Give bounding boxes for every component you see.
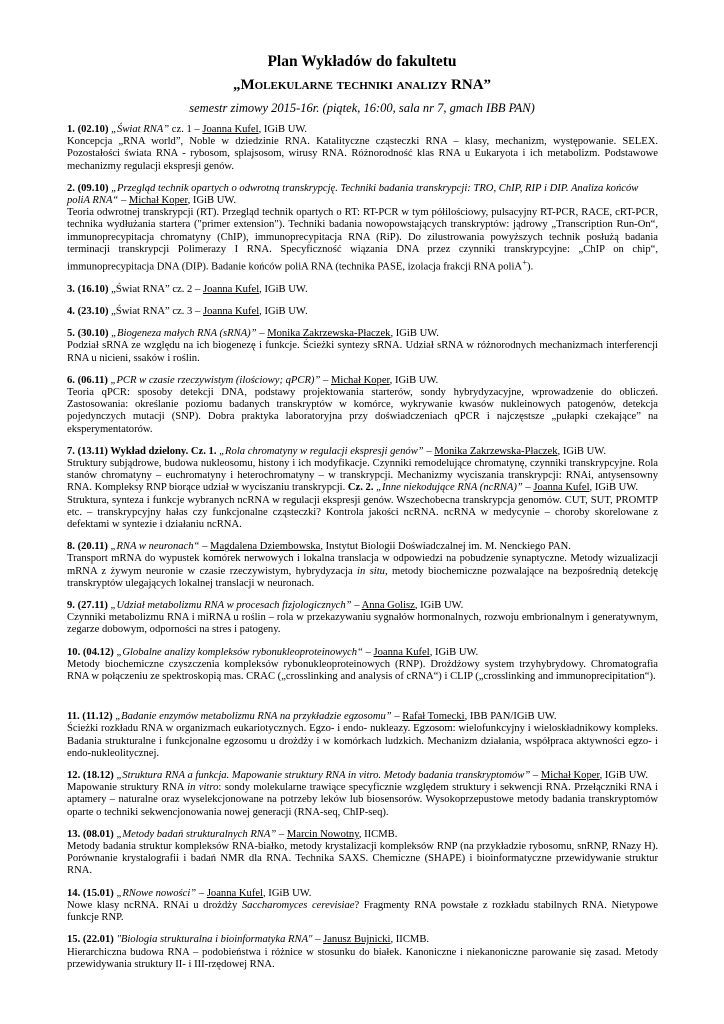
lecture-title: „RNA w neuronach“ <box>107 541 200 553</box>
lecture-description: Metody biochemiczne czyszczenia kompleksów rybonukleoproteinowych (RNP). Drożdżowy system trzyhybrydowy. Chromatografia RNA w połączeniu ze spektroskopią mas. CRAC („crosslinking and analysis of cRNA“) i CLIP („crosslinking and immunoprecipitation“). <box>67 658 658 683</box>
lecture-title: „Rola chromatyny w regulacji ekspresji genów” <box>216 445 424 457</box>
lecture-heading <box>67 600 658 612</box>
lecture-institution: , IGiB UW. <box>258 124 308 135</box>
lecture-institution: , IGiB UW. <box>263 887 312 899</box>
lecture-title: „Przegląd technik opartych o odwrotną transkrypcję. Techniki badania transkrypcji: TRO, ChIP, RIP i DIP. Analiza końców poliA RNA“ <box>67 182 639 207</box>
lecture-speaker: Joanna Kufel <box>202 305 260 317</box>
lecture-description-text: Mapowanie struktury RNA <box>67 782 188 794</box>
lecture-institution: , IICMB. <box>390 934 430 946</box>
lecture-description-text: ? Fragmenty RNA powstałe z rozkładu stabilnych RNA. Nietypowe funkcje RNP. <box>67 899 658 924</box>
lecture-sep: – <box>522 482 534 494</box>
lecture-sep: – <box>351 600 362 612</box>
document-subtitle <box>0 77 724 94</box>
lecture-speaker: Michał Koper <box>128 195 188 207</box>
lecture-description: Metody badania struktur kompleksów RNA-białko, metody krystalizacji kompleksów RNP (na przykładzie rybosomu, snRNP, RNazy H). Porównanie krystalografii i badań NMR dla RNA. Technika SAXS. Chemiczne (SHAPE) i bioinformatyczne przewidywanie struktur RNA. <box>67 841 658 877</box>
lecture-title: „Metody badań strukturalnych RNA” <box>113 828 277 840</box>
lecture-title: „Biogeneza małych RNA (sRNA)” <box>108 328 257 340</box>
lecture-heading <box>67 711 658 723</box>
lecture-description <box>67 207 658 274</box>
lecture-heading <box>67 446 658 458</box>
lecture-item <box>67 934 658 971</box>
lecture-speaker: Magdalena Dziembowska <box>210 541 321 553</box>
lecture-item <box>67 600 658 637</box>
lecture-sep: – <box>118 195 129 207</box>
lecture-sep: – <box>256 328 268 340</box>
lecture-sep: – <box>196 887 207 899</box>
lecture-speaker: Monika Zakrzewska-Płaczek <box>434 445 558 457</box>
lecture-heading <box>67 124 658 136</box>
subtitle-main: Molekularne techniki analizy RNA <box>240 77 484 93</box>
lecture-sep: – <box>199 541 211 553</box>
lecture-number: 14. (15.01) <box>67 887 114 899</box>
lecture-speaker: Monika Zakrzewska-Płaczek <box>267 328 391 340</box>
lecture-sep: – <box>320 374 331 386</box>
lecture-heading <box>67 541 658 553</box>
lecture-description <box>67 458 658 495</box>
lecture-sep: „Świat RNA” cz. 3 – <box>108 305 203 317</box>
lecture-institution: , IGiB UW. <box>599 770 649 782</box>
lecture-item <box>67 306 658 318</box>
lecture-part2-description: Struktura, synteza i funkcje wybranych ncRNA w regulacji ekspresji genów. Wszechobecna transkrypcja genomów. CUT, SUT, PROMTP etc. – transkrypcyjny hałas czy funkcjonalne cząsteczki? Kontrola jakości ncRNA. ncRNA w medycynie – choroby skorelowane z defektami w syntezie i działaniu ncRNA. <box>67 494 658 531</box>
lecture-speaker: Janusz Bujnicki <box>323 934 391 946</box>
lecture-heading <box>67 888 658 900</box>
lecture-description: Hierarchiczna budowa RNA – podobieństwa i różnice w stosunku do białek. Kanoniczne i niekanoniczne parowanie się zasad. Metody przewidywania struktury II- i III-rzędowej RNA. <box>67 946 658 970</box>
lecture-item <box>67 647 658 684</box>
lecture-institution: , IBB PAN/IGiB UW. <box>464 711 557 723</box>
lecture-item <box>67 375 658 436</box>
lecture-number: 4. (23.10) <box>67 305 109 317</box>
lecture-heading <box>67 829 658 841</box>
lecture-description-text: , metody biochemiczne pozwalające na bezpośrednią detekcję transkryptów ulegających lokalnej translacji w neuronach. <box>67 565 658 589</box>
document-title: Plan Wykładów do fakultetu <box>267 53 457 70</box>
italic-term: in vitro <box>187 782 219 794</box>
lecture-heading <box>67 934 658 946</box>
lecture-title: „Globalne analizy kompleksów rybonukleoproteinowych“ <box>113 646 363 658</box>
superscript: + <box>522 257 528 268</box>
spacer <box>67 693 658 711</box>
lecture-part2-number: Cz. 2. <box>345 482 374 494</box>
lecture-number: 9. (27.11) <box>67 600 108 612</box>
lecture-description-text: Teoria odwrotnej transkrypcji (RT). Przegląd technik opartych o RT: RT-PCR w tym półilościowy, pulsacyjny RT-PCR, RACE, cRT-PCR, technika wydłużania startera ("primer extension"). Techniki badania nowopowstających transkryptów: jądrowy „Transcription Run-On“, immunoprecypitacja chromatyny (ChIP), immunoprecypitacja RNA (RiP). Do zilustrowania powyższych technik posłużą badania terminacji transkrypcji Polimerazy I RNA. Specyficzność wiązania DNA przez czynniki transkrypcyjne: „ChIP on chip“, immunoprecypitacja DNA (DIP). Badanie końców poliA RNA (technika PASE, izolacja frakcji RNA poliA <box>67 207 658 273</box>
lecture-institution: , IGiB UW. <box>429 646 479 658</box>
lecture-number: 12. (18.12) <box>67 770 114 782</box>
lecture-description-end: ). <box>527 261 534 273</box>
lecture-speaker: Rafał Tomecki <box>402 711 465 723</box>
lecture-item <box>67 328 658 365</box>
lecture-description: Teoria qPCR: sposoby detekcji DNA, podstawy projektowania starterów, sondy hybrydyzacyjne, wprowadzenie do obliczeń. Zastosowania: określanie poziomu badanych transkryptów w komórce, wykrywanie kwasów nukleinowych patogenów, detekcja pojedynczych mutacji (SNP). Dobra praktyka laboratoryjna przy doświadczeniach qPCR i najczęstsze „pułapki czekające” na eksperymentatorów. <box>67 386 658 435</box>
lecture-description <box>67 900 658 924</box>
lecture-title: „Świat RNA” <box>108 124 170 135</box>
subtitle-open-quote: „ <box>232 77 241 93</box>
lecture-item <box>67 711 658 760</box>
lecture-number: 3. (16.10) <box>67 283 109 295</box>
lecture-description-text: Nowe klasy ncRNA. RNAi u drożdży <box>67 899 242 911</box>
lecture-part2-institution: , IGiB UW. <box>589 482 638 494</box>
lecture-speaker: Joanna Kufel <box>202 283 260 295</box>
lecture-sep: – <box>530 770 541 782</box>
lecture-item <box>67 770 658 819</box>
lecture-institution: , IICMB. <box>358 828 398 840</box>
lecture-title: „PCR w czasie rzeczywistym (ilościowy; qPCR)” <box>107 374 321 386</box>
subtitle-close-quote: ” <box>483 77 492 93</box>
lecture-institution: , IGiB UW. <box>390 328 439 340</box>
lecture-institution: , IGiB UW. <box>187 195 237 207</box>
semester-info: semestr zimowy 2015-16r. (piątek, 16:00, sala nr 7, gmach IBB PAN) <box>189 101 535 115</box>
lecture-sep: – <box>276 828 287 840</box>
lecture-sep: – <box>362 646 374 658</box>
lecture-description <box>67 553 658 590</box>
italic-term: in situ <box>357 565 385 577</box>
lecture-institution: , IGiB UW. <box>557 445 606 457</box>
lecture-number: 6. (06.11) <box>67 374 108 386</box>
lecture-speaker: Joanna Kufel <box>206 887 263 899</box>
lecture-speaker: Michał Koper <box>330 374 390 386</box>
lecture-sep: – <box>312 934 324 946</box>
lecture-number: 1. (02.10) <box>67 124 109 135</box>
lecture-description: Koncepcja „RNA world”, Noble w dziedzinie RNA. Katalityczne cząsteczki RNA – klasy, mechanizm, występowanie. SELEX. Pozostałości świata RNA - rybosom, splajsosom, wirusy RNA. Różnorodność klas RNA u Eukaryota i ich metabolizm. Podstawowe mechanizmy regulacji ekspresji genów. <box>67 136 658 172</box>
lecture-part2-speaker: Joanna Kufel <box>533 482 590 494</box>
lecture-heading <box>67 328 658 340</box>
lecture-item <box>67 284 658 296</box>
lecture-item <box>67 829 658 878</box>
lecture-heading <box>67 375 658 387</box>
lecture-title: „RNowe nowości” <box>113 887 197 899</box>
lecture-speaker: Joanna Kufel <box>373 646 430 658</box>
lecture-description: Ścieżki rozkładu RNA w organizmach eukariotycznych. Egzo- i endo- nukleazy. Egzosom: wielofunkcyjny i wieloskładnikowy kompleks. Badania strukturalne i funkcjonalne egzosomu u drożdży i w komórkach ludzkich. Mechanizm działania, współpraca aktywności egzo- i endo-nukleolitycznej. <box>67 723 658 759</box>
lecture-speaker: Michał Koper <box>540 770 600 782</box>
lecture-item <box>67 183 658 274</box>
lecture-heading <box>67 306 658 318</box>
lecture-number: 5. (30.10) <box>67 328 109 340</box>
lecture-title: "Biologia strukturalna i bioinformatyka RNA" <box>113 934 313 946</box>
lecture-institution: , IGiB UW. <box>389 374 439 386</box>
lecture-heading <box>67 647 658 659</box>
lecture-number: 8. (20.11) <box>67 541 108 553</box>
lecture-heading <box>67 284 658 296</box>
lecture-sep: – <box>391 711 403 723</box>
italic-term: Saccharomyces cerevisiae <box>241 899 355 911</box>
lecture-number: 10. (04.12) <box>67 646 114 658</box>
lecture-speaker: Joanna Kufel <box>202 124 259 135</box>
lecture-description-text: Struktury subjądrowe, budowa nukleosomu, histony i ich modyfikacje. Czynniki remodelujące chromatynę, czynniki transkrypcyjne. Rola stanów chromatyny – euchromatyny i heterochromatyny – w transkrypcji. Mechanizmy wyciszania transkrypcji: RNAi, antysensowny RNA. Kompleksy RNP biorące udział w wyciszaniu transkrypcji. <box>67 458 658 494</box>
lecture-item <box>67 446 658 531</box>
lecture-description: Podział sRNA ze względu na ich biogenezę i funkcje. Ścieżki syntezy sRNA. Udział sRNA w różnorodnych mechanizmach interferencji RNA u nicieni, ssaków i roślin. <box>67 340 658 364</box>
lecture-heading <box>67 770 658 782</box>
lecture-speaker: Anna Golisz <box>361 600 415 612</box>
lecture-description-text: : sondy molekularne trawiące specyficznie względem struktury i sekwencji RNA. Przełączniki RNA i aptamery – naturalne oraz wyselekcjonowane na potrzeby leków lub biosensorów. Wysokoprzepustowe metody badania transkryptomów oparte o techniki sekwencjonowania nowej generacji (RNA-seq, ChIP-seq). <box>67 782 658 818</box>
lecture-item <box>67 541 658 590</box>
lecture-title: „Struktura RNA a funkcja. Mapowanie struktury RNA in vitro. Metody badania transkryptomów” <box>113 770 531 782</box>
lecture-number: 15. (22.01) <box>67 934 114 946</box>
lecture-institution: , Instytut Biologii Doświadczalnej im. M. Nenckiego PAN. <box>320 541 571 553</box>
lecture-institution: , IGiB UW. <box>259 305 308 317</box>
lecture-institution: , IGiB UW. <box>259 283 308 295</box>
lecture-title: „Badanie enzymów metabolizmu RNA na przykładzie egzosomu” <box>112 711 392 723</box>
lecture-heading <box>67 183 658 207</box>
lecture-title: „Udział metabolizmu RNA w procesach fizjologicznych” <box>107 600 352 612</box>
lecture-sep: cz. 1 – <box>169 124 203 135</box>
lecture-number: 13. (08.01) <box>67 828 114 840</box>
lecture-description: Czynniki metabolizmu RNA i miRNA u roślin – rola w przekazywaniu sygnałów hormonalnych, rozwoju embrionalnym i generatywnym, zegarze dobowym, odporności na stres i patogeny. <box>67 612 658 636</box>
lecture-item <box>67 888 658 925</box>
lecture-part2-title: „Inne niekodujące RNA (ncRNA)” <box>373 482 523 494</box>
lecture-number: 11. (11.12) <box>67 711 113 723</box>
lecture-sep: „Świat RNA” cz. 2 – <box>108 283 203 295</box>
lecture-sep: – <box>423 445 435 457</box>
lecture-speaker: Marcin Nowotny <box>286 828 359 840</box>
lecture-list <box>67 124 658 981</box>
lecture-institution: , IGiB UW. <box>414 600 464 612</box>
lecture-number: 2. (09.10) <box>67 182 109 194</box>
lecture-item <box>67 124 658 173</box>
lecture-description-text: Transport mRNA do wypustek komórek nerwowych i lokalna translacja w odpowiedzi na pobudzenie synaptyczne. Metody wizualizacji mRNA z żywym neuronie w czasie rzeczywistym, hybrydyzacja <box>67 553 658 577</box>
lecture-number: 7. (13.11) Wykład dzielony. Cz. 1. <box>67 445 217 457</box>
lecture-description <box>67 782 658 819</box>
